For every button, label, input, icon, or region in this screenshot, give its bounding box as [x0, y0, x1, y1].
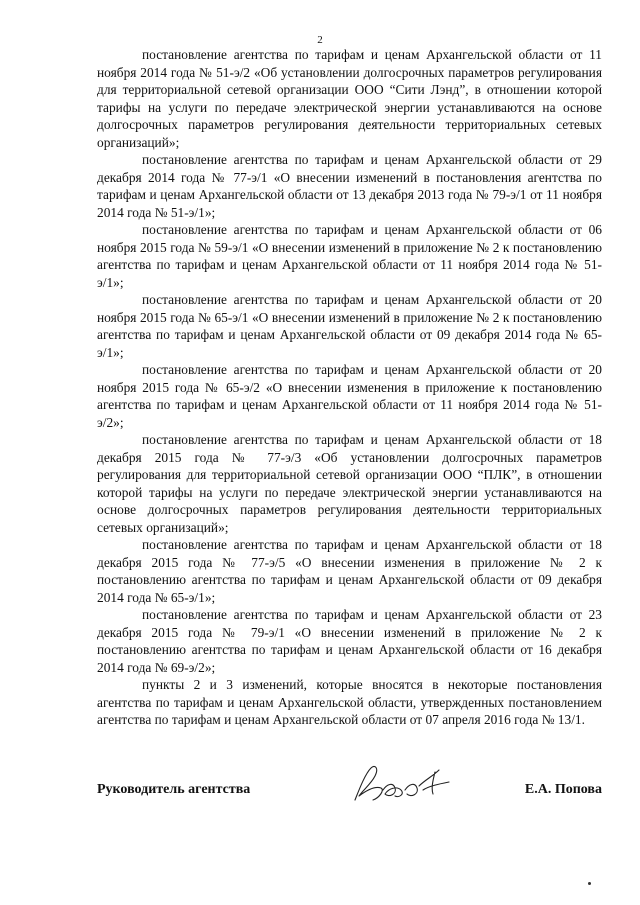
paragraph-9: пункты 2 и 3 изменений, которые вносятся в некоторые постановления агентства по тарифам и ценам Архангельской области, утвержденных постановлением агентства по тарифам и ценам Архангельской области от 07 апреля 2016 года № 13/1. [97, 677, 602, 727]
paragraph-8: постановление агентства по тарифам и ценам Архангельской области от 23 декабря 2015 года № 79-э/1 «О внесении изменений в приложение № 2 к постановлению агентства по тарифам и ценам Архангельской области от 16 декабря 2014 года № 69-э/2»; [97, 607, 602, 675]
paragraph-5: постановление агентства по тарифам и ценам Архангельской области от 20 ноября 2015 года № 65-э/2 «О внесении изменения в приложение к постановлению агентства по тарифам и ценам Архангельской области от 11 ноября 2014 года № 51-э/2»; [97, 362, 602, 430]
page-number: 2 [317, 34, 323, 46]
handwritten-signature [349, 760, 459, 808]
paragraph-2: постановление агентства по тарифам и ценам Архангельской области от 29 декабря 2014 года № 77-э/1 «О внесении изменений в постановления агентства по тарифам и ценам Архангельской области от 13 декабря 2013 года № 79-э/1 от 11 ноября 2014 года № 51-э/1»; [97, 152, 602, 220]
paragraph-4: постановление агентства по тарифам и ценам Архангельской области от 20 ноября 2015 года № 65-э/1 «О внесении изменений в приложение № 2 к постановлению агентства по тарифам и ценам Архангельской области от 09 декабря 2014 года № 65-э/1»; [97, 292, 602, 360]
document-body [97, 46, 602, 729]
paragraph-7: постановление агентства по тарифам и ценам Архангельской области от 18 декабря 2015 года № 77-э/5 «О внесении изменения в приложение № 2 к постановлению агентства по тарифам и ценам Архангельской области от 09 декабря 2014 года № 65-э/1»; [97, 537, 602, 605]
scan-speck [588, 882, 591, 885]
signatory-title: Руководитель агентства [97, 782, 251, 797]
paragraph-3: постановление агентства по тарифам и ценам Архангельской области от 06 ноября 2015 года № 59-э/1 «О внесении изменений в приложение № 2 к постановлению агентства по тарифам и ценам Архангельской области от 11 ноября 2014 года № 51-э/1»; [97, 222, 602, 290]
signature-block [97, 760, 602, 810]
paragraph-6: постановление агентства по тарифам и ценам Архангельской области от 18 декабря 2015 года № 77-э/3 «Об установлении долгосрочных параметров регулирования для территориальной сетевой организации ООО “ПЛК”, в отношении которой тарифы на услуги по передаче электрической энергии устанавливаются на основе долгосрочных параметров регулирования деятельности территориальных сетевых организаций»; [97, 432, 602, 535]
paragraph-1: постановление агентства по тарифам и ценам Архангельской области от 11 ноября 2014 года № 51-э/2 «Об установлении долгосрочных параметров регулирования для территориальной сетевой организации ООО “Сити Лэнд”, в отношении которой тарифы на услуги по передаче электрической энергии устанавливаются на основе долгосрочных параметров регулирования деятельности территориальных сетевых организаций»; [97, 47, 602, 150]
signatory-name: Е.А. Попова [524, 782, 602, 797]
